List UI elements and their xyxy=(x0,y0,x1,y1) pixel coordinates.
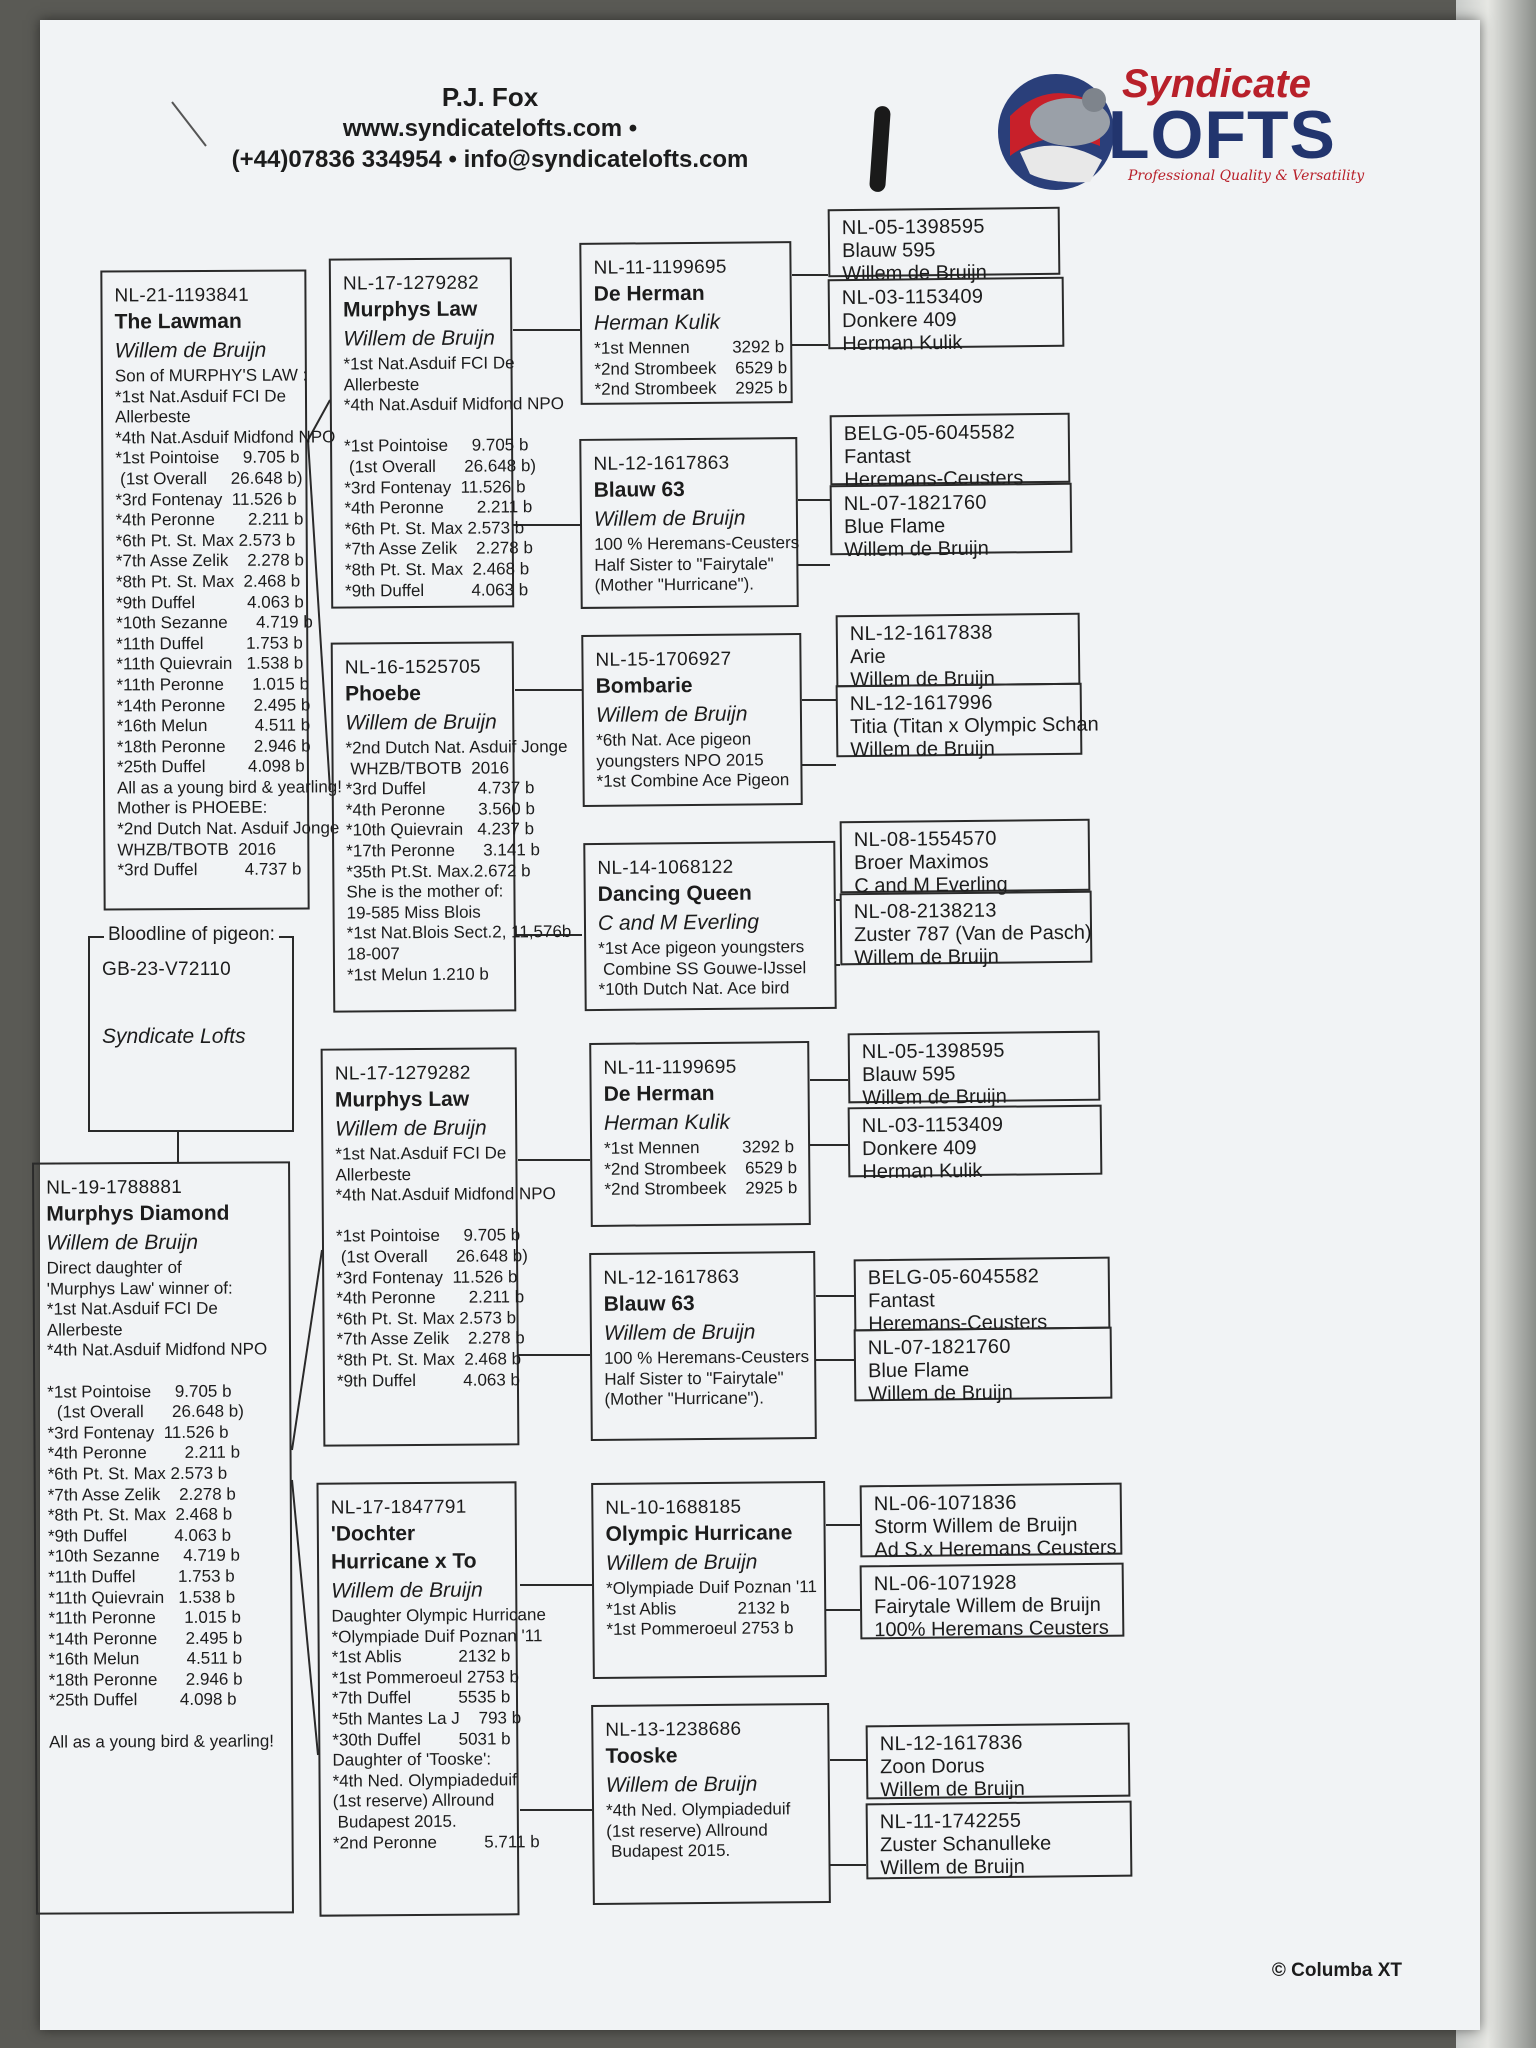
grandsire-1-box xyxy=(579,241,792,405)
grandsire-4-ring: NL-10-1688185 xyxy=(605,1496,742,1519)
ggp-owner: Willem de Bruijn xyxy=(880,1855,1025,1880)
grandsire-1-name: De Herman xyxy=(593,281,705,306)
result-line: *1st Ace pigeon youngsters xyxy=(598,937,805,958)
result-line: (1st Overall 26.648 b) xyxy=(344,456,537,477)
ggp-name: Fantast xyxy=(843,445,911,469)
result-line xyxy=(47,1360,277,1382)
ggp-ring: NL-08-2138213 xyxy=(853,899,997,924)
result-line: Direct daughter of xyxy=(46,1257,182,1278)
result-line: *10th Sezanne 4.719 b xyxy=(116,612,313,633)
result-line: (1st Overall 26.648 b) xyxy=(336,1246,528,1267)
ggp-name: Blue Flame xyxy=(867,1359,970,1383)
bloodline-box xyxy=(88,936,294,1132)
granddam-2-owner: C and M Everling xyxy=(597,910,760,935)
grandsire-2-owner: Willem de Bruijn xyxy=(595,702,748,727)
result-line: *4th Ned. Olympiadeduif xyxy=(332,1770,517,1791)
result-line: *1st Melun 1.210 b xyxy=(346,964,489,985)
result-line: *1st Ablis 2132 b xyxy=(331,1646,511,1667)
ggp-ring: NL-12-1617836 xyxy=(879,1731,1023,1756)
ggp-ring: NL-03-1153409 xyxy=(841,285,984,310)
grandsire-4-box xyxy=(591,1481,827,1679)
result-line: *8th Pt. St. Max 2.468 b xyxy=(115,571,301,592)
result-line: (Mother "Hurricane"). xyxy=(594,574,755,596)
handwritten-mark xyxy=(869,106,891,193)
granddam-1-owner: Willem de Bruijn xyxy=(593,506,746,531)
grandsire-3-results xyxy=(604,1137,797,1200)
result-line: *6th Nat. Ace pigeon xyxy=(596,729,752,750)
ggp-name: Zuster 787 (Van de Pasch) xyxy=(853,921,1092,947)
breeder-name: P.J. Fox xyxy=(441,82,539,112)
result-line: WHZB/TBOTB 2016 xyxy=(117,839,277,860)
result-line: *2nd Strombeek 6529 b xyxy=(604,1157,798,1179)
bloodline-ring: GB-23-V72110 xyxy=(102,959,231,980)
result-line: *9th Duffel 4.063 b xyxy=(47,1525,232,1546)
result-line xyxy=(336,1205,504,1227)
result-line: *25th Duffel 4.098 b xyxy=(48,1690,237,1711)
great-grandparent-box xyxy=(836,683,1099,762)
result-line: *17th Peronne 3.141 b xyxy=(346,840,540,861)
great-grandparent-box xyxy=(828,277,1065,356)
great-grandparent-box xyxy=(854,1327,1113,1406)
result-line: She is the mother of: xyxy=(346,881,504,902)
result-line: *7th Asse Zelik 2.278 b xyxy=(336,1328,525,1349)
ggp-name: Blauw 595 xyxy=(841,239,936,263)
result-line: Budapest 2015. xyxy=(332,1811,457,1832)
ggp-owner: Willem de Bruijn xyxy=(842,261,987,286)
result-line: *1st Ablis 2132 b xyxy=(606,1597,790,1619)
grandsire-3-box xyxy=(589,1041,811,1227)
contact-info: (+44)07836 334954 • info@syndicatelofts.com xyxy=(231,146,749,173)
result-line xyxy=(49,1710,279,1732)
granddam-2-name: Dancing Queen xyxy=(597,881,752,906)
great-grandparent-box xyxy=(860,1483,1123,1562)
result-line: *Olympiade Duif Poznan '11 xyxy=(331,1625,543,1647)
result-line: *11th Duffel 1.753 b xyxy=(116,633,303,654)
result-line: *10th Quievrain 4.237 b xyxy=(345,819,535,840)
great-grandparent-box xyxy=(860,1563,1125,1640)
result-line: *2nd Strombeek 6529 b xyxy=(594,357,788,379)
result-line: 19-585 Miss Blois xyxy=(346,902,481,923)
result-line: *9th Duffel 4.063 b xyxy=(336,1369,521,1391)
result-line: *8th Pt. St. Max 2.468 b xyxy=(47,1504,233,1525)
result-line: Half Sister to "Fairytale" xyxy=(604,1367,784,1389)
result-line: *1st Nat.Asduif FCI De xyxy=(343,353,515,374)
result-line: *7th Asse Zelik 2.278 b xyxy=(344,538,533,559)
ggp-owner: Willem de Bruijn xyxy=(844,537,989,562)
great-grandparent-box xyxy=(848,1105,1103,1184)
result-line: 100 % Heremans-Ceusters xyxy=(604,1347,810,1368)
ggp-name: Arie xyxy=(849,645,886,669)
ggp-owner: Herman Kulik xyxy=(862,1159,983,1184)
result-line: *9th Duffel 4.063 b xyxy=(116,592,304,612)
dam-owner: Willem de Bruijn xyxy=(345,710,497,735)
dam2-name: 'Dochter Hurricane x To xyxy=(330,1522,477,1574)
bloodline-label: Bloodline of pigeon: xyxy=(104,924,279,946)
ggp-owner: Willem de Bruijn xyxy=(868,1381,1013,1406)
result-line: *Olympiade Duif Poznan '11 xyxy=(605,1577,817,1598)
result-line: (1st reserve) Allround xyxy=(332,1790,495,1811)
grandsire-2-box xyxy=(581,633,802,807)
granddam-1-ring: NL-12-1617863 xyxy=(593,452,730,475)
ggp-ring: NL-12-1617838 xyxy=(849,621,993,646)
granddam-4-name: Tooske xyxy=(605,1744,678,1768)
result-line: *3rd Fontenay 11.526 b xyxy=(344,476,526,498)
sire2-owner: Willem de Bruijn xyxy=(335,1116,487,1141)
granddam-4-ring: NL-13-1238686 xyxy=(605,1718,742,1741)
logo-word-syndicate: Syndicate xyxy=(1122,62,1311,106)
result-line: *18th Peronne 2.946 b xyxy=(116,736,311,757)
result-line: Daughter Olympic Hurricane xyxy=(331,1605,546,1626)
result-line: *11th Quievrain 1.538 b xyxy=(116,653,304,674)
great-grandparent-box xyxy=(854,1257,1111,1336)
result-line: *5th Mantes La J 793 b xyxy=(332,1708,522,1729)
grandsire-4-name: Olympic Hurricane xyxy=(605,1521,793,1546)
result-line: *7th Asse Zelik 2.278 b xyxy=(115,550,304,571)
result-line: *7th Duffel 5535 b xyxy=(331,1687,511,1708)
bloodline-owner: Syndicate Lofts xyxy=(102,1025,246,1048)
result-line: *7th Asse Zelik 2.278 b xyxy=(47,1484,236,1505)
ggp-ring: NL-11-1742255 xyxy=(879,1809,1022,1834)
ggp-name: Donkere 409 xyxy=(861,1136,977,1161)
ggp-ring: NL-03-1153409 xyxy=(861,1113,1004,1138)
ggp-name: Fantast xyxy=(867,1289,935,1313)
result-line: *11th Peronne 1.015 b xyxy=(48,1607,241,1628)
result-line: Allerbeste xyxy=(335,1164,412,1185)
pigeon-results xyxy=(114,365,342,882)
result-line: All as a young bird & yearling! xyxy=(116,777,342,798)
result-line: Combine SS Gouwe-IJssel xyxy=(598,957,807,979)
dam2-owner: Willem de Bruijn xyxy=(331,1578,483,1603)
pigeon-owner: Willem de Bruijn xyxy=(114,338,267,363)
result-line: *18th Peronne 2.946 b xyxy=(48,1669,243,1690)
great-grandparent-box xyxy=(866,1723,1131,1800)
sire-ring: NL-17-1279282 xyxy=(342,272,479,295)
result-line: *4th Nat.Asduif Midfond NPO xyxy=(343,394,565,415)
granddam-1-name: Blauw 63 xyxy=(593,478,685,502)
result-line: Daughter of 'Tooske': xyxy=(332,1749,492,1770)
result-line: Allerbeste xyxy=(115,407,191,427)
great-grandparent-box xyxy=(830,413,1071,492)
result-line: *1st Combine Ace Pigeon xyxy=(596,770,790,792)
result-line: *8th Pt. St. Max 2.468 b xyxy=(336,1349,522,1370)
ggp-ring: NL-12-1617996 xyxy=(849,691,993,716)
grandsire-2-results xyxy=(596,729,789,792)
grandsire-4-owner: Willem de Bruijn xyxy=(605,1550,758,1575)
result-line: *35th Pt.St. Max.2.672 b xyxy=(346,860,531,882)
sire2-results xyxy=(335,1143,556,1391)
result-line: (1st Overall 26.648 b) xyxy=(115,468,303,489)
great-grandparent-box xyxy=(840,891,1093,970)
pigeon2-box xyxy=(32,1161,294,1914)
result-line: *4th Nat.Asduif Midfond NPO xyxy=(46,1339,268,1360)
result-line: *14th Peronne 2.495 b xyxy=(48,1628,243,1649)
result-line: 'Murphys Law' winner of: xyxy=(46,1278,233,1299)
great-grandparent-box xyxy=(830,483,1073,562)
granddam-3-box xyxy=(589,1251,817,1441)
ggp-ring: NL-08-1554570 xyxy=(853,827,997,852)
result-line: *2nd Strombeek 2925 b xyxy=(594,378,788,399)
dam-box xyxy=(331,641,572,1012)
result-line: (1st reserve) Allround xyxy=(606,1820,768,1841)
syndicate-lofts-logo xyxy=(990,56,1370,206)
result-line: *9th Duffel 4.063 b xyxy=(345,579,529,601)
result-line: *3rd Fontenay 11.526 b xyxy=(336,1266,518,1288)
result-line: *10th Sezanne 4.719 b xyxy=(48,1545,241,1566)
ggp-owner: Ad S.x Heremans Ceusters xyxy=(874,1536,1117,1562)
ggp-owner: Herman Kulik xyxy=(842,331,963,356)
result-line: *30th Duffel 5031 b xyxy=(332,1728,511,1750)
ggp-owner: Heremans-Ceusters xyxy=(868,1311,1048,1336)
result-line: *6th Pt. St. Max 2.573 b xyxy=(344,518,525,539)
result-line: *11th Duffel 1.753 b xyxy=(48,1566,235,1587)
result-line: *1st Mennen 3292 b xyxy=(604,1137,795,1158)
ggp-ring: NL-06-1071836 xyxy=(873,1491,1017,1516)
dam2-box xyxy=(316,1481,546,1916)
result-line: *8th Pt. St. Max 2.468 b xyxy=(344,559,530,580)
result-line xyxy=(344,415,499,437)
result-line: *1st Nat.Asduif FCI De xyxy=(46,1298,218,1319)
dam-ring: NL-16-1525705 xyxy=(344,656,481,679)
pen-tick-icon xyxy=(170,100,210,150)
ggp-ring: BELG-05-6045582 xyxy=(867,1265,1040,1290)
result-line: *4th Ned. Olympiadeduif xyxy=(605,1799,791,1820)
ggp-owner: Heremans-Ceusters xyxy=(844,467,1024,492)
ggp-owner: 100% Heremans Ceusters xyxy=(874,1616,1109,1642)
ggp-name: Blauw 595 xyxy=(861,1063,956,1087)
ggp-ring: NL-07-1821760 xyxy=(843,491,987,516)
granddam-1-results xyxy=(594,533,800,596)
result-line: *3rd Fontenay 11.526 b xyxy=(115,489,297,510)
result-line: *4th Peronne 2.211 b xyxy=(344,497,533,518)
grandsire-2-ring: NL-15-1706927 xyxy=(595,648,732,671)
granddam-2-results xyxy=(598,937,823,1001)
result-line: *2nd Dutch Nat. Asduif Jonge xyxy=(117,818,340,839)
ggp-name: Donkere 409 xyxy=(841,308,957,333)
great-grandparent-box xyxy=(840,819,1091,898)
granddam-3-owner: Willem de Bruijn xyxy=(603,1320,756,1345)
result-line: *3rd Duffel 4.737 b xyxy=(345,778,535,799)
result-line: *1st Nat.Blois Sect.2, 11,576b xyxy=(346,922,572,943)
result-line: Son of MURPHY'S LAW : xyxy=(114,365,308,386)
grandsire-3-owner: Herman Kulik xyxy=(603,1110,731,1135)
ggp-name: Fairytale Willem de Bruijn xyxy=(873,1593,1101,1619)
granddam-4-owner: Willem de Bruijn xyxy=(605,1772,758,1797)
great-grandparent-box xyxy=(848,1031,1101,1110)
result-line: *16th Melun 4.511 b xyxy=(116,715,311,736)
result-line: *6th Pt. St. Max 2.573 b xyxy=(47,1463,228,1484)
granddam-3-ring: NL-12-1617863 xyxy=(603,1266,740,1289)
ggp-name: Zoon Dorus xyxy=(879,1755,985,1779)
sire-box xyxy=(329,257,565,608)
result-line: Mother is PHOEBE: xyxy=(117,798,268,818)
result-line: *1st Pommeroeul 2753 b xyxy=(331,1667,520,1688)
result-line: *1st Pointoise 9.705 b xyxy=(47,1381,232,1402)
pedigree-sheet xyxy=(40,20,1480,2030)
pigeon2-results xyxy=(47,1257,280,1752)
ggp-name: Zuster Schanulleke xyxy=(879,1832,1052,1857)
ggp-ring: NL-06-1071928 xyxy=(873,1571,1017,1596)
grandsire-3-ring: NL-11-1199695 xyxy=(603,1056,737,1079)
pigeon-ring: NL-21-1193841 xyxy=(114,284,250,307)
granddam-3-results xyxy=(604,1347,810,1411)
result-line: *1st Nat.Asduif FCI De xyxy=(335,1143,507,1164)
pigeon2-name: Murphys Diamond xyxy=(46,1201,230,1226)
ggp-name: Storm Willem de Bruijn xyxy=(873,1514,1078,1539)
great-grandparent-box xyxy=(866,1801,1133,1880)
granddam-4-box xyxy=(591,1703,831,1905)
result-line: *14th Peronne 2.495 b xyxy=(116,694,311,715)
ggp-owner: Willem de Bruijn xyxy=(854,945,999,970)
result-line: *1st Mennen 3292 b xyxy=(594,337,785,358)
website-link[interactable]: www.syndicatelofts.com • xyxy=(342,115,638,142)
logo-word-lofts: LOFTS xyxy=(1108,97,1336,173)
result-line: All as a young bird & yearling! xyxy=(49,1731,275,1752)
result-line: *2nd Dutch Nat. Asduif Jonge xyxy=(345,736,568,758)
dam-results xyxy=(345,736,572,985)
result-line: *4th Peronne 3.560 b xyxy=(345,799,535,820)
ggp-owner: Willem de Bruijn xyxy=(862,1085,1007,1110)
result-line: *2nd Strombeek 2925 b xyxy=(604,1178,798,1200)
great-grandparent-box xyxy=(828,207,1061,286)
sire2-box xyxy=(321,1047,556,1446)
grandsire-1-owner: Herman Kulik xyxy=(593,310,721,335)
pigeon-name: The Lawman xyxy=(114,309,242,334)
dam2-ring: NL-17-1847791 xyxy=(330,1496,467,1519)
sire-results xyxy=(343,353,565,601)
dam2-results xyxy=(331,1605,546,1853)
result-line: *4th Peronne 2.211 b xyxy=(336,1287,525,1308)
result-line: *3rd Duffel 4.737 b xyxy=(117,859,302,880)
ggp-ring: NL-05-1398595 xyxy=(861,1039,1005,1064)
granddam-2-ring: NL-14-1068122 xyxy=(597,856,734,879)
result-line: (1st Overall 26.648 b) xyxy=(47,1401,244,1422)
result-line: *4th Peronne 2.211 b xyxy=(115,509,304,530)
granddam-2-box xyxy=(583,841,836,1011)
ggp-name: Blue Flame xyxy=(843,515,946,539)
sire2-name: Murphys Law xyxy=(334,1087,470,1112)
result-line: *6th Pt. St. Max 2.573 b xyxy=(115,530,296,551)
ggp-ring: NL-07-1821760 xyxy=(867,1335,1011,1360)
ggp-owner: Willem de Bruijn xyxy=(880,1777,1025,1802)
footer-copyright: © Columba XT xyxy=(1271,1960,1402,1981)
grandsire-1-ring: NL-11-1199695 xyxy=(593,256,727,279)
grandsire-3-name: De Herman xyxy=(603,1081,715,1106)
result-line: *10th Dutch Nat. Ace bird xyxy=(598,978,790,1000)
header xyxy=(190,82,790,175)
result-line: *25th Duffel 4.098 b xyxy=(116,756,305,777)
sire-name: Murphys Law xyxy=(343,297,478,322)
result-line: *4th Nat.Asduif Midfond NPO xyxy=(115,427,336,448)
ggp-name: Titia (Titan x Olympic Schan xyxy=(849,713,1099,739)
pigeon2-owner: Willem de Bruijn xyxy=(46,1230,199,1255)
result-line: *6th Pt. St. Max 2.573 b xyxy=(336,1308,517,1329)
grandsire-1-results xyxy=(594,337,788,400)
result-line: *1st Pointoise 9.705 b xyxy=(335,1225,521,1246)
ggp-ring: BELG-05-6045582 xyxy=(843,421,1016,446)
grandsire-2-name: Bombarie xyxy=(595,673,693,698)
ggp-owner: Willem de Bruijn xyxy=(850,737,995,762)
ggp-owner: C and M Everling xyxy=(854,873,1008,898)
result-line: Half Sister to "Fairytale" xyxy=(594,553,774,575)
result-line: *1st Pommeroeul 2753 b xyxy=(606,1618,794,1640)
grandsire-4-results xyxy=(605,1577,817,1641)
ggp-name: Broer Maximos xyxy=(853,850,989,875)
result-line: *4th Peronne 2.211 b xyxy=(47,1442,241,1463)
granddam-4-results xyxy=(606,1799,817,1863)
result-line: *1st Pointoise 9.705 b xyxy=(344,435,529,456)
sire2-ring: NL-17-1279282 xyxy=(334,1062,471,1085)
pigeon2-ring: NL-19-1788881 xyxy=(46,1176,183,1199)
ggp-ring: NL-05-1398595 xyxy=(841,215,985,240)
sire-owner: Willem de Bruijn xyxy=(343,326,495,351)
result-line: 18-007 xyxy=(346,944,400,964)
result-line: Budapest 2015. xyxy=(606,1841,731,1862)
result-line: *1st Nat.Asduif FCI De xyxy=(114,386,287,407)
result-line: *4th Nat.Asduif Midfond NPO xyxy=(335,1184,556,1205)
granddam-3-name: Blauw 63 xyxy=(603,1292,695,1316)
ggp-owner: Willem de Bruijn xyxy=(850,667,995,692)
result-line: 100 % Heremans-Ceusters xyxy=(594,533,800,554)
granddam-1-box xyxy=(579,437,798,609)
result-line: youngsters NPO 2015 xyxy=(596,749,764,771)
dam-name: Phoebe xyxy=(344,682,422,706)
result-line: (Mother "Hurricane"). xyxy=(604,1388,764,1410)
result-line: *2nd Peronne 5.711 b xyxy=(332,1831,540,1853)
result-line: Allerbeste xyxy=(343,374,420,395)
great-grandparent-box xyxy=(836,613,1081,692)
result-line: *11th Peronne 1.015 b xyxy=(116,674,310,695)
result-line: WHZB/TBOTB 2016 xyxy=(345,757,510,779)
result-line: *1st Pointoise 9.705 b xyxy=(115,447,300,468)
pigeon-box xyxy=(100,269,342,910)
logo-tagline: Professional Quality & Versatility xyxy=(1128,168,1365,184)
result-line: *3rd Fontenay 11.526 b xyxy=(47,1422,229,1443)
result-line: Allerbeste xyxy=(46,1319,123,1340)
result-line: *16th Melun 4.511 b xyxy=(48,1648,243,1669)
result-line: *11th Quievrain 1.538 b xyxy=(48,1587,236,1608)
